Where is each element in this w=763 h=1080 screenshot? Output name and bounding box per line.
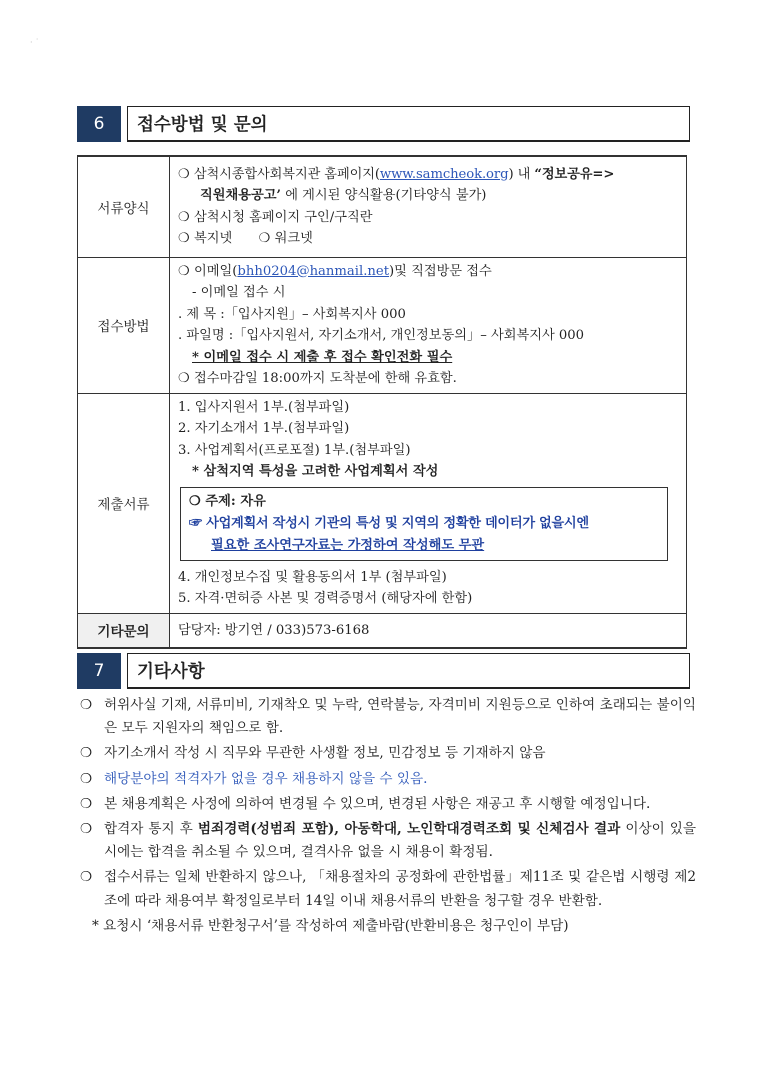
content-docs-form [170,156,687,257]
content-submit [170,393,687,613]
submit-item-3: 3. 사업계획서(프로포절) 1부.(첨부파일) [178,442,411,458]
docs-form-path-2: 직원채용공고’ [200,188,282,204]
note-5-b: 범죄경력(성범죄 포함), 아동학대, 노인학대경력조회 및 신체검사 결과 [197,821,621,838]
note-2: 자기소개서 작성 시 직무와 무관한 사생활 정보, 민감정보 등 기재하지 않음 [104,745,546,762]
row-contact [78,613,687,648]
method-email-sub: - 이메일 접수 시 [192,285,286,300]
label-submit: 제출서류 [78,393,170,613]
scan-mark: · ˙ [30,38,40,47]
docs-form-text: 삼척시종합사회복지관 홈페이지( [193,166,380,182]
docs-form-worknet: ❍ 워크넷 [258,231,313,247]
note-item [80,768,696,791]
note-item [80,866,696,912]
bullet: ❍ [80,697,93,713]
section-7-number: 7 [77,653,121,689]
method-deadline: ❍ 접수마감일 18:00까지 도착분에 한해 유효함. [178,371,457,386]
bullet: ❍ [178,166,190,182]
note-5-c: 이상이 있을시에는 합격을 취소될 수 있으며, 결격사유 없을 시 채용이 확정됨. [104,821,696,861]
content-method [170,257,687,393]
application-info-table [77,155,687,649]
note-3: 해당분야의 적격자가 없을 경우 채용하지 않을 수 있음. [104,770,428,787]
docs-form-desc: 에 게시된 양식활용(기타양식 불가) [285,188,487,204]
note-5-a: 합격자 통지 후 [104,821,198,838]
label-contact: 기타문의 [78,613,170,648]
proposal-guide-box [180,487,668,561]
proposal-guide-line-2: 필요한 조사연구자료는 가정하여 작성해도 무관 [211,537,485,553]
section-6-header [77,106,690,142]
method-filename: . 파일명 :「입사지원서, 자기소개서, 개인정보동의」– 사회복지사 000 [178,328,585,343]
note-item [80,694,696,740]
bullet: ❍ [80,795,93,812]
bullet: ❍ [80,821,93,838]
docs-form-text-2: ) 내 [508,166,535,182]
bullet: ❍ [80,869,93,886]
note-1: 허위사실 기재, 서류미비, 기재착오 및 누락, 연락불능, 자격미비 지원등으로 인하여 초래되는 불이익은 모두 지원자의 책임으로 함. [104,697,696,737]
note-item [80,793,696,816]
note-6: 접수서류는 일체 반환하지 않으나, 「채용절차의 공정화에 관한법률」제11조 및 같은법 시행령 제2조에 따라 채용여부 확정일로부터 14일 이내 채용서류의 반환을 청구할 경우 반환함. [104,869,696,909]
bullet: ❍ [80,770,93,787]
submit-item-5: 5. 자격·면허증 사본 및 경력증명서 (해당자에 한함) [178,591,473,606]
proposal-topic: ❍ 주제: 자유 [189,493,266,509]
note-4: 본 채용계획은 사정에 의하여 변경될 수 있으며, 변경된 사항은 재공고 후 시행할 예정입니다. [104,795,651,812]
section-6-title: 접수방법 및 문의 [127,106,690,142]
submit-item-1: 1. 입사지원서 1부.(첨부파일) [178,399,350,415]
submit-item-4: 4. 개인정보수집 및 활용동의서 1부 (첨부파일) [178,569,447,585]
docs-form-welfarenet: ❍ 복지넷 [178,231,233,247]
method-confirm-note: * 이메일 접수 시 제출 후 접수 확인전화 필수 [192,349,453,365]
note-item [80,818,696,864]
docs-form-city: ❍ 삼척시청 홈페이지 구인/구직란 [178,209,373,225]
contact-text: 담당자: 방기연 / 033)573-6168 [170,613,687,648]
note-item [80,742,696,765]
row-docs-form [78,156,687,257]
method-subject: . 제 목 :「입사지원」– 사회복지사 000 [178,306,406,322]
label-docs-form: 서류양식 [78,156,170,257]
section-7-title: 기타사항 [127,653,690,689]
method-email-2: )및 직접방문 접수 [389,263,492,279]
other-notes [80,694,696,938]
row-method [78,257,687,393]
email-link[interactable]: bhh0204@hanmail.net [237,263,390,279]
bullet: ❍ [80,745,93,762]
note-5 [104,818,696,864]
submit-item-2: 2. 자기소개서 1부.(첨부파일) [178,421,350,436]
label-method: 접수방법 [78,257,170,393]
row-submit [78,393,687,613]
method-email: ❍ 이메일( [178,263,238,279]
submit-item-3-note: * 삼척지역 특성을 고려한 사업계획서 작성 [192,464,439,479]
section-6-number: 6 [77,106,121,142]
proposal-guide-line-1: ☞ 사업계획서 작성시 기관의 특성 및 지역의 정확한 데이터가 없을시엔 [189,515,589,531]
note-7: * 요청시 ‘채용서류 반환청구서’를 작성하여 제출바람(반환비용은 청구인이 부담) [92,917,569,934]
docs-form-path: “정보공유=> [534,166,615,182]
section-7-header [77,653,690,689]
homepage-link[interactable]: www.samcheok.org [379,166,509,182]
